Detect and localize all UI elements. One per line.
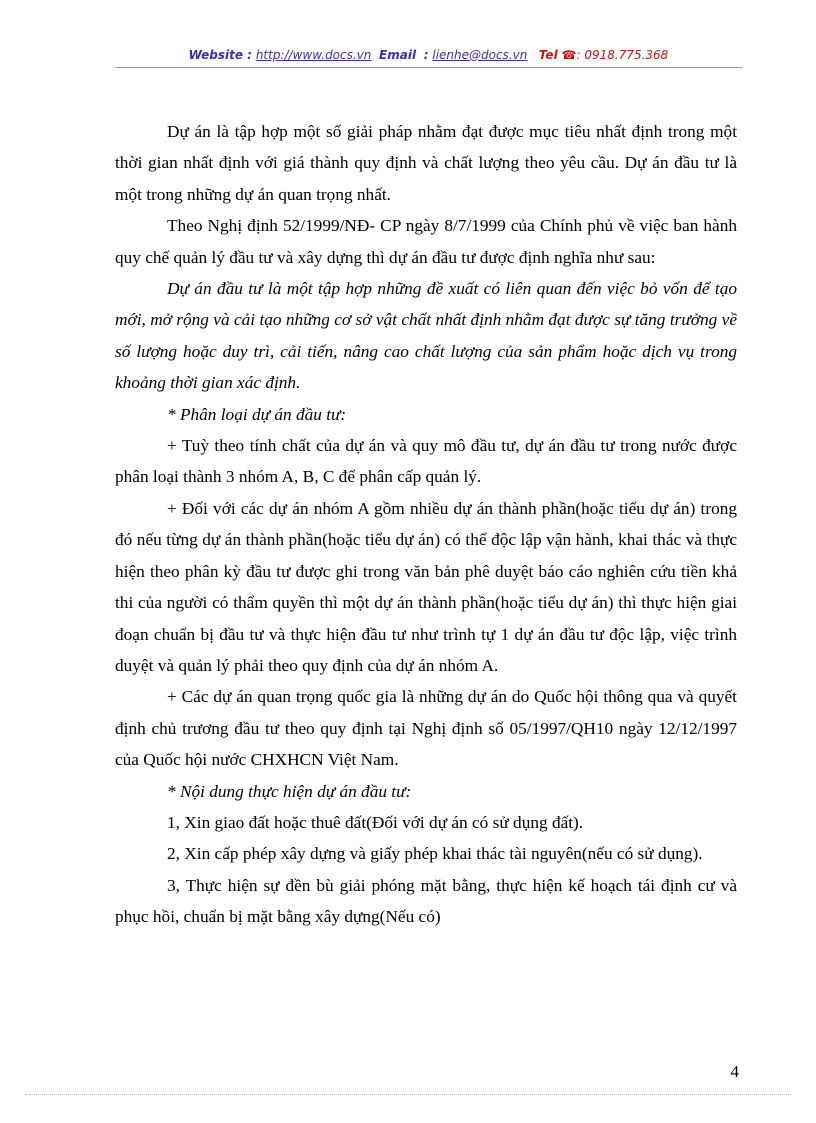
paragraph-classification-2: + Đối với các dự án nhóm A gồm nhiều dự án thành phần(hoặc tiểu dự án) trong đó nếu từng dự án thành phần(hoặc tiểu dự án) có thể độc lập vận hành, khai thác và thực hiện theo phân kỳ đầu tư được ghi trong văn bản phê duyệt báo cáo nghiên cứu tiền khả thi của người có thẩm quyền thì một dự án thành phần(hoặc tiểu dự án) thì thực hiện giai đoạn chuẩn bị đầu tư và thực hiện đầu tư như trình tự 1 dự án đầu tư độc lập, việc trình duyệt và quản lý phải theo quy định của dự án nhóm A. [115,498,737,675]
list-item-3: 3, Thực hiện sự đền bù giải phóng mặt bằng, thực hiện kế hoạch tái định cư và phục hồi, chuẩn bị mặt bằng xây dựng(Nếu có) [115,875,737,927]
phone-icon: ☎ [561,48,577,62]
email-separator: : [423,48,429,62]
header-divider [115,67,742,68]
email-label: Email [379,48,417,62]
list-item-2: 2, Xin cấp phép xây dựng và giấy phép khai thác tài nguyên(nếu có sử dụng). [167,844,703,864]
website-label: Website : [188,48,252,62]
page-number: 4 [730,1062,739,1081]
paragraph-classification-3: + Các dự án quan trọng quốc gia là những dự án do Quốc hội thông qua và quyết định chủ trương đầu tư theo quy định tại Nghị định số 05/1997/QH10 ngày 12/12/1997 của Quốc hội nước CHXHCN Việt Nam. [115,687,737,770]
list-item-1: 1, Xin giao đất hoặc thuê đất(Đối với dự án có sử dụng đất). [167,812,584,832]
tel-label: Tel [538,48,558,62]
paragraph-definition: Dự án là tập hợp một số giải pháp nhằm đạt được mục tiêu nhất định trong một thời gian nhất định với giá thành quy định và chất lượng theo yêu cầu. Dự án đầu tư là một trong những dự án quan trọng nhất. [115,122,737,204]
phone-number: : 0918.775.368 [576,48,669,62]
document-body [115,116,737,933]
paragraph-decree: Theo Nghị định 52/1999/NĐ- CP ngày 8/7/1999 của Chính phủ về việc ban hành quy chế quản lý đầu tư và xây dựng thì dự án đầu tư được định nghĩa như sau: [115,216,737,267]
email-link[interactable]: lienhe@docs.vn [432,48,528,62]
section-heading-implementation: * Nội dung thực hiện dự án đầu tư: [167,781,412,801]
section-heading-classification: * Phân loại dự án đầu tư: [167,404,347,424]
paragraph-classification-1: + Tuỳ theo tính chất của dự án và quy mô đầu tư, dự án đầu tư trong nước được phân loại thành 3 nhóm A, B, C để phân cấp quản lý. [115,436,737,487]
website-link[interactable]: http://www.docs.vn [255,48,372,62]
footer-divider [25,1094,791,1095]
paragraph-quote: Dự án đầu tư là một tập hợp những đề xuất có liên quan đến việc bỏ vốn để tạo mới, mở rộng và cải tạo những cơ sở vật chất nhất định nhằm đạt được sự tăng trưởng về số lượng hoặc duy trì, cải tiến, nâng cao chất lượng của sản phẩm hoặc dịch vụ trong khoảng thời gian xác định. [115,279,737,393]
page-header [115,48,742,66]
